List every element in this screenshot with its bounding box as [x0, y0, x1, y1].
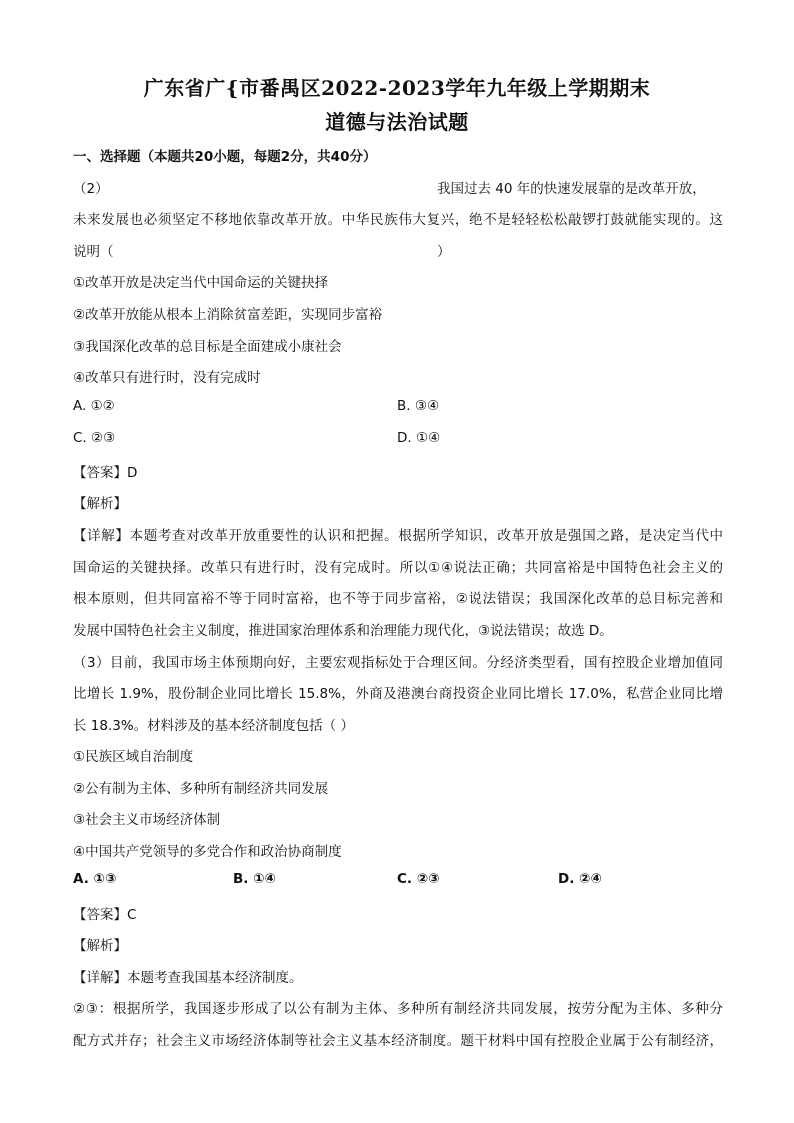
q2-option-d: D. ①④ [397, 430, 441, 446]
q2-stem-close-paren: ） [437, 244, 451, 260]
q2-item-3: ③我国深化改革的总目标是全面建成小康社会 [73, 339, 342, 355]
q3-analysis-label: 【解析】 [73, 938, 127, 954]
q3-detail-line2: ②③：根据所学，我国逐步形成了以公有制为主体、多种所有制经济共同发展，按劳分配为主体、多种分 [73, 1001, 723, 1017]
q3-item-4: ④中国共产党领导的多党合作和政治协商制度 [73, 844, 342, 860]
q3-stem-line3: 长 18.3%。材料涉及的基本经济制度包括（ ） [73, 718, 354, 734]
q2-detail-line3: 根本原则，但共同富裕不等于同时富裕，也不等于同步富裕，②说法错误；我国深化改革的总目标完善和 [73, 591, 723, 607]
q2-option-a: A. ①② [73, 398, 115, 414]
q2-detail-line1: 【详解】本题考查对改革开放重要性的认识和把握。根据所学知识，改革开放是强国之路，是决定当代中 [73, 528, 723, 544]
q2-stem-part1: 我国过去 40 年的快速发展靠的是改革开放， [437, 181, 706, 197]
q3-stem-line1: （3）目前，我国市场主体预期向好，主要宏观指标处于合理区间。分经济类型看，国有控股企业增加值同 [73, 655, 723, 671]
q3-item-3: ③社会主义市场经济体制 [73, 812, 221, 828]
q2-detail-line2: 国命运的关键抉择。改革只有进行时，没有完成时。所以①④说法正确；共同富裕是中国特色社会主义的 [73, 560, 723, 576]
q2-item-1: ①改革开放是决定当代中国命运的关键抉择 [73, 275, 329, 291]
q3-stem-line2: 比增长 1.9%，股份制企业同比增长 15.8%，外商及港澳台商投资企业同比增长 17.0%，私营企业同比增 [73, 686, 723, 702]
q3-option-d: D. ②④ [558, 871, 602, 887]
q2-stem-line3: 说明（ [73, 244, 114, 260]
q3-option-b: B. ①④ [233, 871, 276, 887]
q2-detail-line4: 发展中国特色社会主义制度，推进国家治理体系和治理能力现代化，③说法错误；故选 D。 [73, 623, 613, 639]
q3-option-c: C. ②③ [397, 871, 440, 887]
page-title-line2: 道德与法治试题 [325, 110, 469, 134]
q3-answer: 【答案】C [73, 907, 137, 923]
q2-answer: 【答案】D [73, 465, 138, 481]
q2-option-c: C. ②③ [73, 430, 116, 446]
q3-item-1: ①民族区域自治制度 [73, 749, 194, 765]
q3-option-a: A. ①③ [73, 871, 117, 887]
section-heading: 一、选择题（本题共20小题，每题2分，共40分） [73, 149, 377, 165]
q2-analysis-label: 【解析】 [73, 496, 127, 512]
q3-item-2: ②公有制为主体、多种所有制经济共同发展 [73, 781, 329, 797]
q2-item-4: ④改革只有进行时，没有完成时 [73, 370, 261, 386]
q2-option-b: B. ③④ [397, 398, 440, 414]
q2-stem-line2: 未来发展也必须坚定不移地依靠改革开放。中华民族伟大复兴，绝不是轻轻松松敲锣打鼓就能实现的。这 [73, 212, 723, 228]
q3-detail-line1: 【详解】本题考查我国基本经济制度。 [73, 970, 303, 986]
q2-item-2: ②改革开放能从根本上消除贫富差距，实现同步富裕 [73, 307, 383, 323]
page-title-line1: 广东省广{市番禺区2022-2023学年九年级上学期期末 [143, 76, 651, 100]
q2-number: （2） [73, 181, 109, 197]
q3-detail-line3: 配方式并存；社会主义市场经济体制等社会主义基本经济制度。题干材料中国有控股企业属于公有制经济， [73, 1033, 723, 1049]
